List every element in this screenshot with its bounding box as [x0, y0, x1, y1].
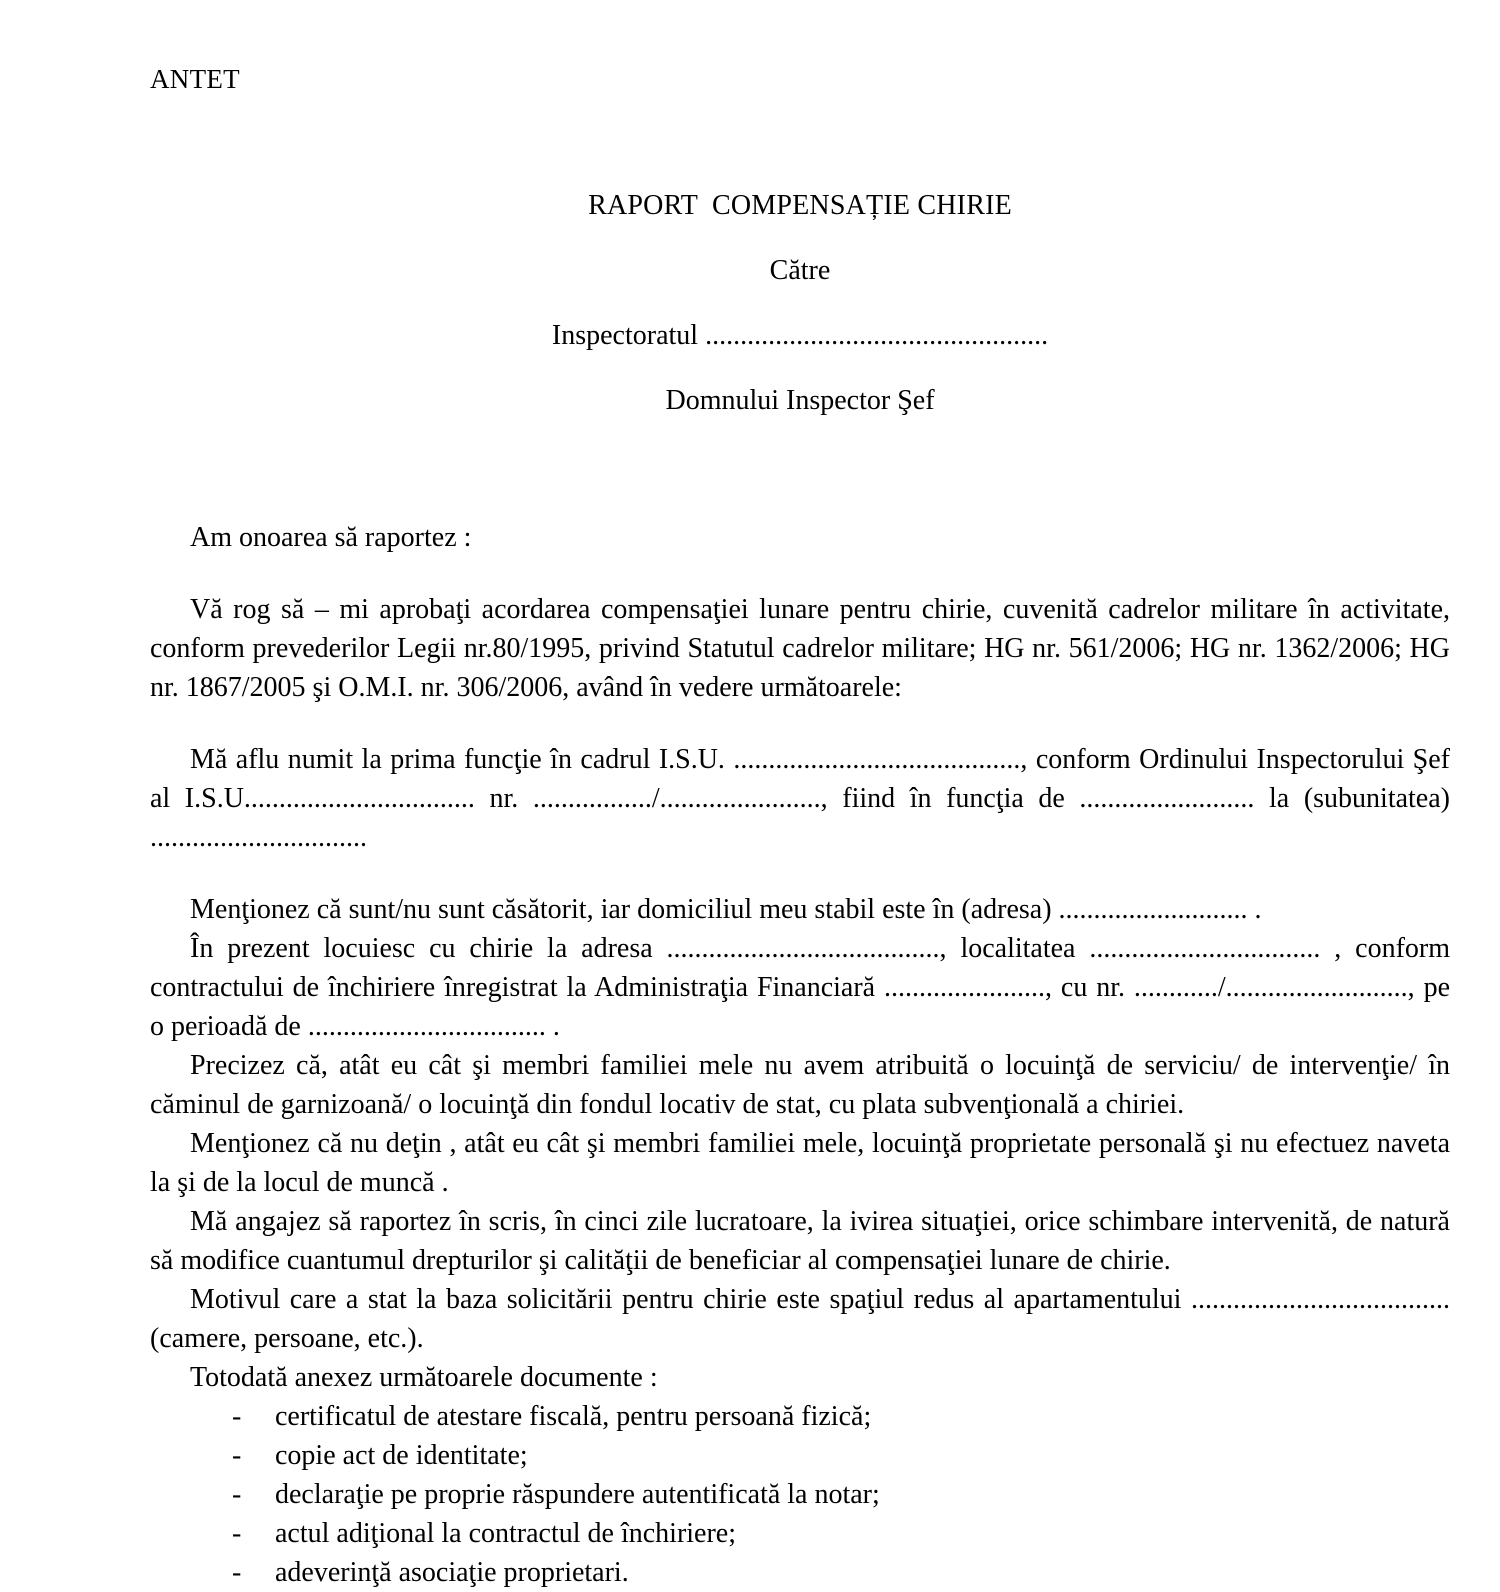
list-item — [150, 1475, 1450, 1514]
dash-bullet-icon: - — [232, 1401, 242, 1432]
addressed-to-label: Către — [769, 255, 831, 286]
paragraph-commitment-to-report: Mă angajez să raportez în scris, în cinci zile lucratoare, la ivirea situaţiei, orice schimbare intervenită, de natură să modifice cuantumul drepturilor şi calităţii de beneficiar al compensaţiei lunare de chirie. — [150, 1206, 1450, 1276]
paragraph-gap — [150, 707, 1450, 740]
paragraph-gap — [150, 557, 1450, 590]
inspectorate-fill-line: Inspectoratul ................................................. — [551, 320, 1049, 351]
letterhead-label: ANTET — [150, 64, 240, 94]
paragraph-appointment: Mă aflu numit la prima funcţie în cadrul I.S.U. ........................................., conform Ordinului Inspectorului Şef al I.S.U................................. nr. ................./......................., fiind în funcţia de ......................... la (subunitatea) ............................... — [150, 744, 1450, 853]
paragraph-no-service-housing: Precizez că, atât eu cât şi membri familiei mele nu avem atribuită o locuinţă de serviciu/ de intervenţie/ în căminul de garnizoană/ o locuinţă din fondul locativ de stat, cu plata subvenţională a chiriei. — [150, 1050, 1450, 1120]
paragraph-reason: Motivul care a stat la baza solicitării pentru chirie este spaţiul redus al apartamentului ..................................... (camere, persoane, etc.). — [150, 1284, 1450, 1354]
dash-bullet-icon: - — [232, 1557, 242, 1588]
paragraph-request: Vă rog să – mi aprobaţi acordarea compensaţiei lunare pentru chirie, cuvenită cadrelor militare în activitate, conform prevederilor Legii nr.80/1995, privind Statutul cadrelor militare; HG nr. 561/2006; HG nr. 1362/2006; HG nr. 1867/2005 şi O.M.I. nr. 306/2006, având în vedere următoarele: — [150, 594, 1450, 703]
section-spacer — [150, 446, 1450, 518]
list-item-label: adeverinţă asociaţie proprietari. — [275, 1557, 629, 1588]
chief-inspector-label: Domnului Inspector Şef — [665, 385, 935, 416]
list-item-label: declaraţie pe proprie răspundere autentificată la notar; — [275, 1479, 880, 1510]
list-item — [150, 1397, 1450, 1436]
dash-bullet-icon: - — [232, 1440, 242, 1471]
paragraph-gap — [150, 857, 1450, 890]
attachments-list — [150, 1397, 1450, 1592]
paragraph-current-rental: În prezent locuiesc cu chirie la adresa ......................................., localitatea ................................. , conform contractului de închiriere înregistrat la Administraţia Financiară ......................., cu nr. ............/.........................., pe o perioadă de .................................. . — [150, 933, 1450, 1042]
list-item — [150, 1514, 1450, 1553]
opening-statement: Am onoarea să raportez : — [190, 522, 472, 553]
document-body — [150, 186, 1450, 1592]
list-item-label: certificatul de atestare fiscală, pentru persoană fizică; — [275, 1401, 872, 1432]
dash-bullet-icon: - — [232, 1518, 242, 1549]
list-item — [150, 1553, 1450, 1592]
paragraph-no-personal-property: Menţionez că nu deţin , atât eu cât şi membri familiei mele, locuinţă proprietate personală şi nu efectuez naveta la şi de la locul de muncă . — [150, 1128, 1450, 1198]
list-item — [150, 1436, 1450, 1475]
list-item-label: copie act de identitate; — [275, 1440, 528, 1471]
page-title: RAPORT COMPENSAȚIE CHIRIE — [588, 190, 1012, 221]
dash-bullet-icon: - — [232, 1479, 242, 1510]
attachments-intro: Totodată anexez următoarele documente : — [190, 1362, 658, 1393]
list-item-label: actul adiţional la contractul de închiriere; — [275, 1518, 737, 1549]
paragraph-marital-domicile: Menţionez că sunt/nu sunt căsătorit, iar domiciliul meu stabil este în (adresa) ........................... . — [190, 894, 1262, 925]
